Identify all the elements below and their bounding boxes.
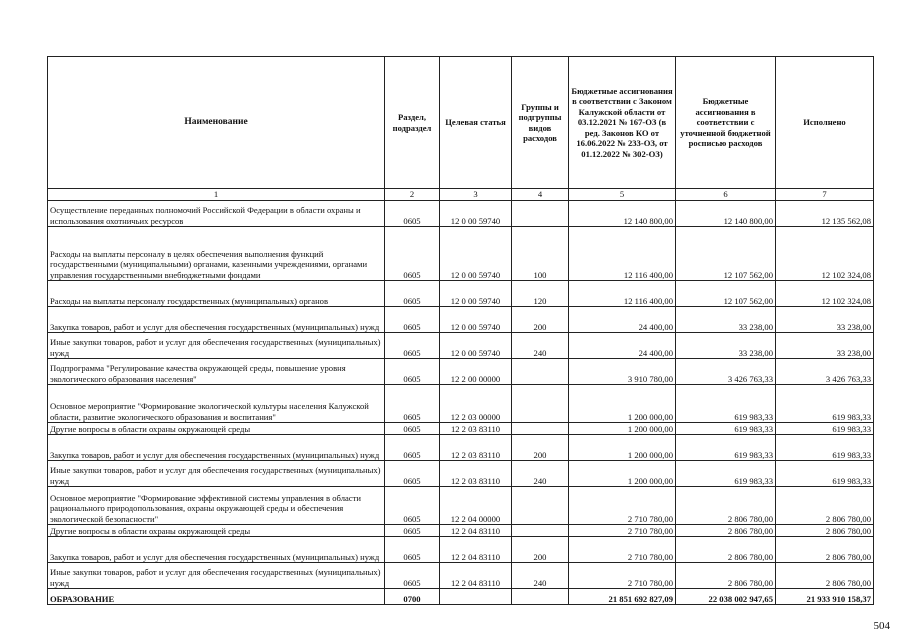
row-name: Закупка товаров, работ и услуг для обеспечения государственных (муниципальных) нужд xyxy=(48,307,385,333)
row-executed: 619 983,33 xyxy=(776,423,874,435)
row-law-allocation: 3 910 780,00 xyxy=(569,359,676,385)
row-law-allocation: 24 400,00 xyxy=(569,307,676,333)
row-group xyxy=(512,487,569,525)
row-section: 0605 xyxy=(385,307,440,333)
row-executed: 2 806 780,00 xyxy=(776,487,874,525)
row-budget-allocation: 12 140 800,00 xyxy=(676,201,776,227)
row-group xyxy=(512,201,569,227)
header-col7: Исполнено xyxy=(776,57,874,189)
row-section: 0605 xyxy=(385,227,440,281)
header-section: Раздел, подраздел xyxy=(385,57,440,189)
row-executed: 12 135 562,08 xyxy=(776,201,874,227)
row-budget-allocation: 2 806 780,00 xyxy=(676,537,776,563)
row-budget-allocation: 2 806 780,00 xyxy=(676,563,776,589)
row-group: 200 xyxy=(512,307,569,333)
table-row xyxy=(48,435,874,461)
row-target: 12 2 03 83110 xyxy=(440,423,512,435)
row-target: 12 0 00 59740 xyxy=(440,201,512,227)
page-number: 504 xyxy=(873,620,890,632)
table-row xyxy=(48,281,874,307)
header-col5: Бюджетные ассигнования в соответствии с Законом Калужской области от 03.12.2021 № 167-ОЗ (в ред. Законов КО от 16.06.2022 № 233-ОЗ, от 01.12.2022 № 302-ОЗ) xyxy=(569,57,676,189)
row-executed: 619 983,33 xyxy=(776,461,874,487)
row-budget-allocation: 619 983,33 xyxy=(676,423,776,435)
row-budget-allocation: 22 038 002 947,65 xyxy=(676,589,776,605)
row-law-allocation: 1 200 000,00 xyxy=(569,423,676,435)
row-section: 0605 xyxy=(385,435,440,461)
table-row xyxy=(48,461,874,487)
row-group xyxy=(512,385,569,423)
row-executed: 619 983,33 xyxy=(776,435,874,461)
row-target: 12 2 04 83110 xyxy=(440,525,512,537)
row-executed: 2 806 780,00 xyxy=(776,525,874,537)
row-executed: 21 933 910 158,37 xyxy=(776,589,874,605)
row-executed: 12 102 324,08 xyxy=(776,281,874,307)
row-name: ОБРАЗОВАНИЕ xyxy=(48,589,385,605)
table-row xyxy=(48,333,874,359)
column-number: 1 xyxy=(48,189,385,201)
row-budget-allocation: 33 238,00 xyxy=(676,333,776,359)
row-group xyxy=(512,525,569,537)
row-executed: 2 806 780,00 xyxy=(776,563,874,589)
row-name: Иные закупки товаров, работ и услуг для обеспечения государственных (муниципальных) нужд xyxy=(48,563,385,589)
column-number: 6 xyxy=(676,189,776,201)
row-group: 200 xyxy=(512,435,569,461)
row-budget-allocation: 619 983,33 xyxy=(676,435,776,461)
row-law-allocation: 1 200 000,00 xyxy=(569,435,676,461)
row-section: 0605 xyxy=(385,525,440,537)
row-section: 0605 xyxy=(385,487,440,525)
table-row xyxy=(48,201,874,227)
row-law-allocation: 12 116 400,00 xyxy=(569,227,676,281)
column-number: 3 xyxy=(440,189,512,201)
row-budget-allocation: 619 983,33 xyxy=(676,385,776,423)
row-budget-allocation: 3 426 763,33 xyxy=(676,359,776,385)
table-row xyxy=(48,359,874,385)
row-section: 0605 xyxy=(385,537,440,563)
row-group: 120 xyxy=(512,281,569,307)
row-budget-allocation: 12 107 562,00 xyxy=(676,227,776,281)
row-name: Другие вопросы в области охраны окружающей среды xyxy=(48,423,385,435)
column-number-row xyxy=(48,189,874,201)
row-executed: 33 238,00 xyxy=(776,307,874,333)
row-law-allocation: 2 710 780,00 xyxy=(569,487,676,525)
row-name: Закупка товаров, работ и услуг для обеспечения государственных (муниципальных) нужд xyxy=(48,537,385,563)
row-law-allocation: 1 200 000,00 xyxy=(569,385,676,423)
row-name: Основное мероприятие "Формирование эффективной системы управления в области рационального природопользования, охраны окружающей среды и обеспечения экологической безопасности" xyxy=(48,487,385,525)
row-law-allocation: 2 710 780,00 xyxy=(569,525,676,537)
row-law-allocation: 2 710 780,00 xyxy=(569,537,676,563)
row-name: Расходы на выплаты персоналу государственных (муниципальных) органов xyxy=(48,281,385,307)
row-section: 0605 xyxy=(385,423,440,435)
row-executed: 33 238,00 xyxy=(776,333,874,359)
table-row xyxy=(48,487,874,525)
row-name: Расходы на выплаты персоналу в целях обеспечения выполнения функций государственными (муниципальными) органами, казенными учреждениями, органами управления государственными внебюджетными фондами xyxy=(48,227,385,281)
row-section: 0605 xyxy=(385,461,440,487)
row-target: 12 2 04 83110 xyxy=(440,537,512,563)
row-group: 240 xyxy=(512,333,569,359)
row-law-allocation: 12 140 800,00 xyxy=(569,201,676,227)
row-section: 0605 xyxy=(385,359,440,385)
row-law-allocation: 21 851 692 827,09 xyxy=(569,589,676,605)
row-target: 12 2 03 83110 xyxy=(440,435,512,461)
column-number: 7 xyxy=(776,189,874,201)
row-section: 0700 xyxy=(385,589,440,605)
header-groups: Группы и подгруппы видов расходов xyxy=(512,57,569,189)
table-row xyxy=(48,227,874,281)
row-executed: 619 983,33 xyxy=(776,385,874,423)
column-number: 5 xyxy=(569,189,676,201)
row-section: 0605 xyxy=(385,281,440,307)
row-budget-allocation: 33 238,00 xyxy=(676,307,776,333)
table-row xyxy=(48,537,874,563)
row-section: 0605 xyxy=(385,385,440,423)
header-target: Целевая статья xyxy=(440,57,512,189)
table-row xyxy=(48,307,874,333)
row-name: Подпрограмма "Регулирование качества окружающей среды, повышение уровня экологического образования населения" xyxy=(48,359,385,385)
row-target: 12 2 03 83110 xyxy=(440,461,512,487)
row-budget-allocation: 2 806 780,00 xyxy=(676,487,776,525)
table-row xyxy=(48,525,874,537)
table-row xyxy=(48,423,874,435)
row-name: Основное мероприятие "Формирование экологической культуры населения Калужской области, развитие экологического образования и воспитания" xyxy=(48,385,385,423)
row-budget-allocation: 619 983,33 xyxy=(676,461,776,487)
row-group: 240 xyxy=(512,563,569,589)
row-law-allocation: 2 710 780,00 xyxy=(569,563,676,589)
row-target: 12 2 00 00000 xyxy=(440,359,512,385)
row-section: 0605 xyxy=(385,333,440,359)
row-section: 0605 xyxy=(385,201,440,227)
row-name: Закупка товаров, работ и услуг для обеспечения государственных (муниципальных) нужд xyxy=(48,435,385,461)
row-name: Иные закупки товаров, работ и услуг для обеспечения государственных (муниципальных) нужд xyxy=(48,333,385,359)
row-executed: 3 426 763,33 xyxy=(776,359,874,385)
header-col6: Бюджетные ассигнования в соответствии с уточненной бюджетной росписью расходов xyxy=(676,57,776,189)
row-group: 100 xyxy=(512,227,569,281)
row-target: 12 0 00 59740 xyxy=(440,227,512,281)
row-target: 12 2 04 83110 xyxy=(440,563,512,589)
row-budget-allocation: 12 107 562,00 xyxy=(676,281,776,307)
row-target: 12 2 03 00000 xyxy=(440,385,512,423)
row-target xyxy=(440,589,512,605)
row-target: 12 2 04 00000 xyxy=(440,487,512,525)
column-number: 4 xyxy=(512,189,569,201)
row-name: Другие вопросы в области охраны окружающей среды xyxy=(48,525,385,537)
table-row xyxy=(48,589,874,605)
row-group xyxy=(512,423,569,435)
row-target: 12 0 00 59740 xyxy=(440,333,512,359)
row-group xyxy=(512,359,569,385)
row-executed: 2 806 780,00 xyxy=(776,537,874,563)
row-budget-allocation: 2 806 780,00 xyxy=(676,525,776,537)
row-law-allocation: 24 400,00 xyxy=(569,333,676,359)
row-name: Иные закупки товаров, работ и услуг для обеспечения государственных (муниципальных) нужд xyxy=(48,461,385,487)
row-law-allocation: 1 200 000,00 xyxy=(569,461,676,487)
row-target: 12 0 00 59740 xyxy=(440,307,512,333)
column-number: 2 xyxy=(385,189,440,201)
row-name: Осуществление переданных полномочий Российской Федерации в области охраны и использования охотничьих ресурсов xyxy=(48,201,385,227)
table-body xyxy=(48,201,874,605)
header-name: Наименование xyxy=(48,57,385,189)
row-group: 240 xyxy=(512,461,569,487)
row-group xyxy=(512,589,569,605)
table-row xyxy=(48,563,874,589)
row-executed: 12 102 324,08 xyxy=(776,227,874,281)
row-group: 200 xyxy=(512,537,569,563)
row-target: 12 0 00 59740 xyxy=(440,281,512,307)
row-section: 0605 xyxy=(385,563,440,589)
table-row xyxy=(48,385,874,423)
row-law-allocation: 12 116 400,00 xyxy=(569,281,676,307)
budget-table xyxy=(47,56,874,605)
